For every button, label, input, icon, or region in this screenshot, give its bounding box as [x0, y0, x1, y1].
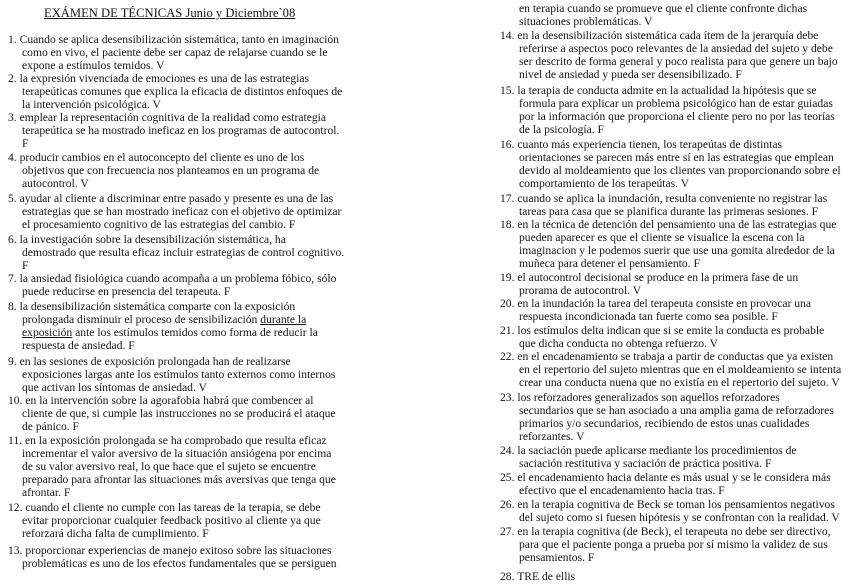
question-text: TRE de ellis	[517, 571, 576, 583]
question-line	[8, 558, 348, 571]
question-text: evitar proporcionar cualquier feedback positivo al cliente ya que	[22, 514, 321, 527]
question-line	[500, 458, 844, 471]
question-number: 20.	[500, 298, 515, 310]
question-line-first	[8, 356, 348, 369]
question-text: pueden aparecer es que el cliente se visualice la escena con la	[519, 231, 805, 244]
question-text: el procesamiento cognitivo de las estrategias del cambio. F	[22, 218, 296, 231]
question-text: en las sesiones de exposición prolongada han de realizarse	[19, 356, 291, 368]
question-text: F	[22, 259, 29, 272]
question-text: de pánico. F	[22, 420, 79, 433]
question-text: prolongada disminuir el proceso de sensibilización durante la	[22, 313, 307, 326]
question-text: la desensibilización sistemática comparte con la exposición	[19, 301, 296, 313]
question-text: F	[22, 137, 29, 150]
question-line-first	[500, 298, 844, 311]
question-line-first	[8, 301, 348, 314]
question-line-first	[500, 472, 844, 485]
question-item	[8, 73, 348, 112]
question-number: 16.	[500, 139, 515, 151]
question-item	[8, 545, 348, 571]
question-line	[8, 260, 348, 273]
question-text: pensamientos. F	[519, 551, 595, 564]
question-line	[500, 206, 844, 219]
question-text: cuando se aplica la inundación, resulta conveniente no registrar las	[517, 193, 828, 205]
question-text: terapeútica se ha mostrado ineficaz en los programas de autocontrol.	[22, 124, 340, 137]
question-number: 25.	[500, 472, 515, 484]
question-text: expone a estímulos temidos. V	[22, 59, 165, 72]
question-text: situaciones problemáticas. V	[519, 15, 653, 28]
question-text: preparado para afrontar las situaciones más aversivas que tenga que	[22, 473, 336, 486]
question-item	[8, 112, 348, 151]
question-text: en la desensibilización sistemática cada ítem de la jerarquía debe	[517, 30, 819, 42]
question-text: cuando el cliente no cumple con las tareas de la terapia, se debe	[25, 502, 321, 514]
question-line	[500, 69, 844, 82]
question-text: los reforzadores generalizados son aquellos reforzadores	[517, 392, 780, 404]
question-text: en la terapia cognitiva (de Beck), el terapeuta no debe ser directivo,	[517, 526, 831, 538]
question-number: 28.	[500, 571, 515, 583]
question-line-first	[8, 73, 348, 86]
question-line-first	[8, 435, 348, 448]
question-line-first	[500, 193, 844, 206]
question-number: 12.	[8, 502, 23, 514]
question-line-first	[8, 545, 348, 558]
question-text: secundarios que se han asociado a una amplia gama de reforzadores	[519, 404, 834, 417]
question-number: 9.	[8, 356, 17, 368]
question-text: del sujeto como si fuesen hipótesis y se confrontan con la realidad. V	[519, 511, 840, 524]
question-number: 13.	[8, 545, 23, 557]
question-number: 6.	[8, 234, 17, 246]
question-text: emplear la representación cognitiva de la realidad como estrategia	[19, 112, 327, 124]
question-item	[500, 445, 844, 471]
question-item	[500, 571, 844, 584]
question-number: 8.	[8, 301, 17, 313]
question-line	[500, 311, 844, 324]
question-item	[500, 139, 844, 191]
question-text: para que el paciente ponga a prueba por sí mismo la validez de sus	[519, 538, 828, 551]
question-line	[500, 338, 844, 351]
question-number: 27.	[500, 526, 515, 538]
question-text: problemáticas es uno de los efectos fundamentales que se persiguen	[22, 557, 337, 570]
question-text: en la exposición prolongada se ha comprobado que resulta eficaz	[24, 435, 327, 447]
question-line-first	[500, 219, 844, 232]
question-item	[8, 502, 348, 541]
question-number: 4.	[8, 152, 17, 164]
question-line-first	[8, 234, 348, 247]
question-text: los estímulos delta indican que si se emite la conducta es probable	[517, 325, 825, 337]
question-number: 26.	[500, 499, 515, 511]
question-text: el autocontrol decisional se produce en la primera fase de un	[517, 272, 799, 284]
question-line-first	[8, 395, 348, 408]
question-line	[8, 461, 348, 474]
question-number: 2.	[8, 73, 17, 85]
question-text: la investigación sobre la desensibilización sistemática, ha	[19, 234, 286, 246]
question-line-first	[8, 273, 348, 286]
question-line-first	[8, 502, 348, 515]
question-number: 11.	[8, 435, 23, 447]
question-item	[8, 234, 348, 273]
question-line-first	[500, 325, 844, 338]
question-item	[500, 325, 844, 351]
question-item	[8, 301, 348, 353]
question-line	[8, 528, 348, 541]
question-number: 23.	[500, 392, 515, 404]
question-line-first	[500, 30, 844, 43]
question-line	[8, 125, 348, 138]
question-line	[8, 515, 348, 528]
question-text: en la técnica de detención del pensamiento una de las estrategias que	[517, 219, 837, 231]
question-text: la ansiedad fisiológica cuando acompaña a un problema fóbico, sólo	[19, 273, 337, 285]
question-text: de la psicología. F	[519, 123, 605, 136]
question-text: como en vivo, el paciente debe ser capaz de relajarse cuando se le	[22, 46, 328, 59]
question-item	[500, 499, 844, 525]
question-text: cuanto más experiencia tienen, los terapeútas de distintas	[517, 139, 783, 151]
question-item	[500, 351, 844, 390]
question-line-first	[8, 152, 348, 165]
question-line	[8, 219, 348, 232]
question-line-first	[500, 139, 844, 152]
question-line	[500, 16, 844, 29]
question-text: la expresión vivenciada de emociones es una de las estrategias	[19, 73, 310, 85]
question-number: 22.	[500, 351, 515, 363]
question-line	[8, 60, 348, 73]
question-item	[8, 152, 348, 191]
question-line	[500, 512, 844, 525]
question-text: Cuando se aplica desensibilización sistemática, tanto en imaginación	[19, 34, 339, 46]
question-line-first	[500, 85, 844, 98]
question-line	[500, 431, 844, 444]
question-line	[8, 487, 348, 500]
question-line	[500, 111, 844, 124]
question-item	[500, 472, 844, 498]
question-text: en terapia cuando se promueve que el cliente confronte dichas	[519, 3, 808, 15]
question-text: crear una conducta nuena que no existía en el repertorio del sujeto. V	[519, 376, 840, 389]
question-line-first	[8, 193, 348, 206]
question-item	[500, 30, 844, 82]
question-line	[500, 364, 844, 377]
question-text: referirse a aspectos poco relevantes de la ansiedad del sujeto y debe	[519, 42, 833, 55]
question-text: reforzará dicha falta de cumplimiento. F	[22, 527, 209, 540]
question-line	[8, 206, 348, 219]
question-number: 3.	[8, 112, 17, 124]
question-text: saciación restitutiva y saciación de práctica positiva. F	[519, 457, 772, 470]
question-line	[500, 124, 844, 137]
question-text: respuesta incondicionada tan fuerte como sea posible. F	[519, 310, 778, 323]
question-line	[500, 552, 844, 565]
question-line	[8, 382, 348, 395]
question-item	[500, 392, 844, 444]
question-text: orientaciones se parecen más entre sí en las estrategias que emplean	[519, 151, 834, 164]
question-line-first	[8, 112, 348, 125]
question-line	[500, 245, 844, 258]
question-line-first	[500, 571, 844, 584]
question-line	[8, 286, 348, 299]
question-text: proporcionar experiencias de manejo exitoso sobre las situaciones	[25, 545, 332, 557]
question-text: exposiciones largas ante los estímulos tanto externos como internos	[22, 368, 336, 381]
question-text: ayudar al cliente a discriminar entre pasado y presente es una de las	[19, 193, 334, 205]
question-text: puede reducirse en presencia del terapeuta. F	[22, 285, 231, 298]
question-line-first	[500, 3, 844, 16]
question-text: efectivo que el encadenamiento hacia tras. F	[519, 484, 725, 497]
question-text: la saciación puede aplicarse mediante los procedimientos de	[517, 445, 797, 457]
question-text: cliente de que, si cumple las instrucciones no se producirá el ataque	[22, 407, 336, 420]
question-text: que dicha conducta no obtenga refuerzo. V	[519, 337, 719, 350]
question-number: 21.	[500, 325, 515, 337]
question-text: en el encadenamiento se trabaja a partir de conductas que ya existen	[517, 351, 834, 363]
question-text: ser descrito de forma general y poco realista para que genere un bajo	[519, 55, 838, 68]
question-line	[500, 56, 844, 69]
question-text: prorama de autocontrol. V	[519, 284, 642, 297]
question-line-first	[500, 351, 844, 364]
question-text: muñeca para detener el pensamiento. F	[519, 257, 700, 270]
question-text: en el repertorio del sujeto mientras que en el moldeamiento se intenta	[519, 363, 842, 376]
question-line-first	[500, 499, 844, 512]
question-line	[8, 178, 348, 191]
question-line	[500, 418, 844, 431]
question-text: la intervención psicológica. V	[22, 98, 161, 111]
question-text: autocontrol. V	[22, 177, 89, 190]
question-line	[500, 232, 844, 245]
question-text: de su valor aversivo real, lo que hace que el sujeto se encuentre	[22, 460, 316, 473]
page-title: EXÁMEN DE TÉCNICAS Junio y Diciembre`08	[44, 6, 296, 20]
question-line	[8, 47, 348, 60]
question-line	[8, 448, 348, 461]
question-line	[8, 165, 348, 178]
question-text: demostrado que resulta eficaz incluir estrategias de control cognitivo.	[22, 246, 345, 259]
question-number: 14.	[500, 30, 515, 42]
question-text: comportamiento de los terapeútas. V	[519, 177, 690, 190]
question-line-first	[500, 445, 844, 458]
question-number: 17.	[500, 193, 515, 205]
question-text: tareas para casa que se planifica durante las primeras sesiones. F	[519, 205, 819, 218]
question-text: terapeúticas comunes que explica la eficacia de distintos enfoques de	[22, 85, 343, 98]
question-line	[8, 247, 348, 260]
question-line	[500, 98, 844, 111]
question-line	[500, 258, 844, 271]
question-text: la terapia de conducta admite en la actualidad la hipótesis que se	[517, 85, 817, 97]
question-text: respuesta de ansiedad. F	[22, 339, 135, 352]
question-number: 7.	[8, 273, 17, 285]
question-line	[8, 340, 348, 353]
question-item	[8, 273, 348, 299]
question-text: en la inundación la tarea del terapeuta consiste en provocar una	[517, 298, 811, 310]
question-line	[500, 405, 844, 418]
question-item	[500, 193, 844, 219]
question-text: reforzantes. V	[519, 430, 585, 443]
question-text: formula para explicar un problema psicológico han de estar guiadas	[519, 97, 833, 110]
question-text: nivel de ansiedad y pueda ser desensibilizado. F	[519, 68, 742, 81]
question-text: en la intervención sobre la agorafobia habrá que combencer al	[25, 395, 314, 407]
question-line	[8, 86, 348, 99]
question-text: el encadenamiento hacia delante es más usual y se le considera más	[517, 472, 831, 484]
question-line	[500, 165, 844, 178]
question-item	[500, 219, 844, 271]
question-line	[8, 369, 348, 382]
question-line	[500, 485, 844, 498]
question-text: en la terapia cognitiva de Beck se toman los pensamientos negativos	[517, 499, 835, 511]
question-item	[500, 526, 844, 565]
question-item	[8, 356, 348, 395]
question-item	[8, 193, 348, 232]
question-number: 15.	[500, 85, 515, 97]
question-number: 19.	[500, 272, 515, 284]
question-number: 1.	[8, 34, 17, 46]
question-line-first	[500, 272, 844, 285]
question-line	[8, 421, 348, 434]
question-item	[500, 272, 844, 298]
question-item	[8, 34, 348, 73]
question-line	[8, 99, 348, 112]
question-line-first	[8, 34, 348, 47]
question-number: 5.	[8, 193, 17, 205]
question-number: 24.	[500, 445, 515, 457]
question-line	[500, 539, 844, 552]
question-text: exposición ante los estímulos temidos como forma de reducir la	[22, 326, 318, 339]
question-line	[500, 178, 844, 191]
question-line	[8, 327, 348, 340]
question-text: estrategias que se han mostrado ineficaz con el objetivo de optimizar	[22, 205, 342, 218]
question-text: objetivos que con frecuencia nos planteamos en un programa de	[22, 164, 320, 177]
question-line	[8, 138, 348, 151]
question-text: que activan los síntomas de ansiedad. V	[22, 381, 207, 394]
question-line	[8, 314, 348, 327]
question-item	[500, 3, 844, 29]
question-item	[8, 395, 348, 434]
question-line	[8, 474, 348, 487]
question-line	[500, 377, 844, 390]
question-item	[500, 298, 844, 324]
question-item	[8, 435, 348, 500]
question-line-first	[500, 526, 844, 539]
question-line	[500, 285, 844, 298]
question-line	[500, 152, 844, 165]
question-text: producir cambios en el autoconcepto del cliente es uno de los	[19, 152, 305, 164]
question-line	[8, 408, 348, 421]
question-text: devido al moldeamiento que los clientes van proporcionando sobre el	[519, 164, 841, 177]
question-text: afrontar. F	[22, 486, 71, 499]
question-line	[500, 43, 844, 56]
question-text: incrementar el valor aversivo de la situación ansiógena por encima	[22, 447, 332, 460]
question-number: 18.	[500, 219, 515, 231]
question-number: 10.	[8, 395, 23, 407]
question-text: imaginacion y le podemos suerir que use una gomita alrededor de la	[519, 244, 835, 257]
question-item	[500, 85, 844, 137]
question-line-first	[500, 392, 844, 405]
question-text: por la información que proporciona el cliente pero no por las teorías	[519, 110, 835, 123]
question-text: primarios y/o secundarios, recibiendo de estos unas cualidades	[519, 417, 810, 430]
